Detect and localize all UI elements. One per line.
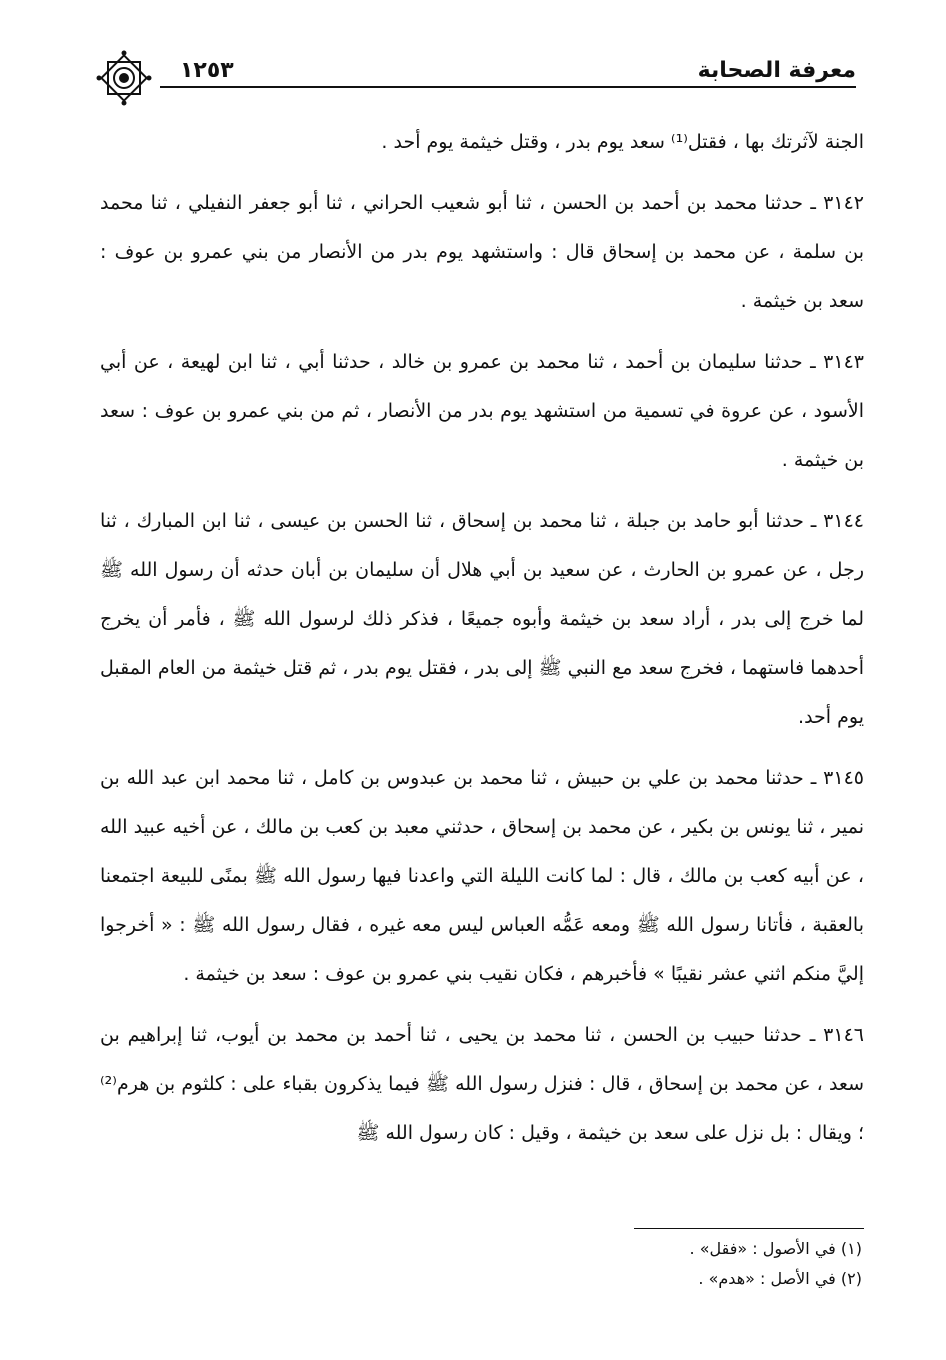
hadith-3144: ٣١٤٤ ـ حدثنا أبو حامد بن جبلة ، ثنا محمد بن إسحاق ، ثنا الحسن بن عيسى ، ثنا ابن المبارك ، ثنا رجل ، عن عمرو بن الحارث ، عن سعيد بن أبي هلال أن سليمان بن أبان حدثه أن رسول الله ﷺ لما خرج إلى بدر ، أراد سعد بن خيثمة وأبوه جميعًا ، فذكر ذلك لرسول الله ﷺ ، فأمر أن يخرج أحدهما فاستهما ، فخرج سعد مع النبي ﷺ إلى بدر ، فقتل يوم بدر ، ثم قتل خيثمة من العام المقبل يوم أحد. xyxy=(100,510,864,728)
page-header xyxy=(96,50,856,100)
paragraph: الجنة لآثرتك بها ، فقتل⁽¹⁾ سعد يوم بدر ، وقتل خيثمة يوم أحد . xyxy=(381,131,864,153)
main-text xyxy=(100,118,864,1170)
hadith-3145: ٣١٤٥ ـ حدثنا محمد بن علي بن حبيش ، ثنا محمد بن عبدوس بن كامل ، ثنا محمد ابن عبد الله بن نمير ، ثنا يونس بن بكير ، عن محمد بن إسحاق ، حدثني معبد بن كعب بن مالك ، عن أخيه عبيد الله ، عن أبيه كعب بن مالك ، قال : لما كانت الليلة التي واعدنا فيها رسول الله ﷺ بمنًى للبيعة اجتمعنا بالعقبة ، فأتانا رسول الله ﷺ ومعه عَمُّه العباس ليس معه غيره ، فقال رسول الله ﷺ : « أخرجوا إليَّ منكم اثني عشر نقيبًا » فأخبرهم ، فكان نقيب بني عمرو بن عوف : سعد بن خيثمة . xyxy=(100,767,864,985)
hadith-3142: ٣١٤٢ ـ حدثنا محمد بن أحمد بن الحسن ، ثنا أبو شعيب الحراني ، ثنا أبو جعفر النفيلي ، ثنا محمد بن سلمة ، عن محمد بن إسحاق قال : واستشهد يوم بدر من الأنصار من بني عمرو بن عوف : سعد بن خيثمة . xyxy=(100,192,864,312)
header-divider xyxy=(160,86,856,88)
octagonal-star-ornament-icon xyxy=(96,50,152,106)
footnotes xyxy=(500,1234,862,1294)
footnote-divider xyxy=(634,1228,864,1229)
book-title: معرفة الصحابة xyxy=(697,58,856,83)
footnote-2: (٢) في الأصل : «هدم» . xyxy=(698,1269,862,1288)
hadith-3146: ٣١٤٦ ـ حدثنا حبيب بن الحسن ، ثنا محمد بن يحيى ، ثنا أحمد بن محمد بن أيوب، ثنا إبراهيم بن سعد ، عن محمد بن إسحاق ، قال : فنزل رسول الله ﷺ فيما يذكرون بقباء على : كلثوم بن هرم⁽²⁾ ؛ ويقال : بل نزل على سعد بن خيثمة ، وقيل : كان رسول الله ﷺ xyxy=(100,1024,864,1144)
footnote-1: (١) في الأصول : «فقل» . xyxy=(689,1239,862,1258)
page-number: ١٢٥٣ xyxy=(180,58,234,83)
hadith-3143: ٣١٤٣ ـ حدثنا سليمان بن أحمد ، ثنا محمد بن عمرو بن خالد ، حدثنا أبي ، ثنا ابن لهيعة ، عن أبي الأسود ، عن عروة في تسمية من استشهد يوم بدر من الأنصار ، ثم من بني عمرو بن عوف : سعد بن خيثمة . xyxy=(100,351,864,471)
